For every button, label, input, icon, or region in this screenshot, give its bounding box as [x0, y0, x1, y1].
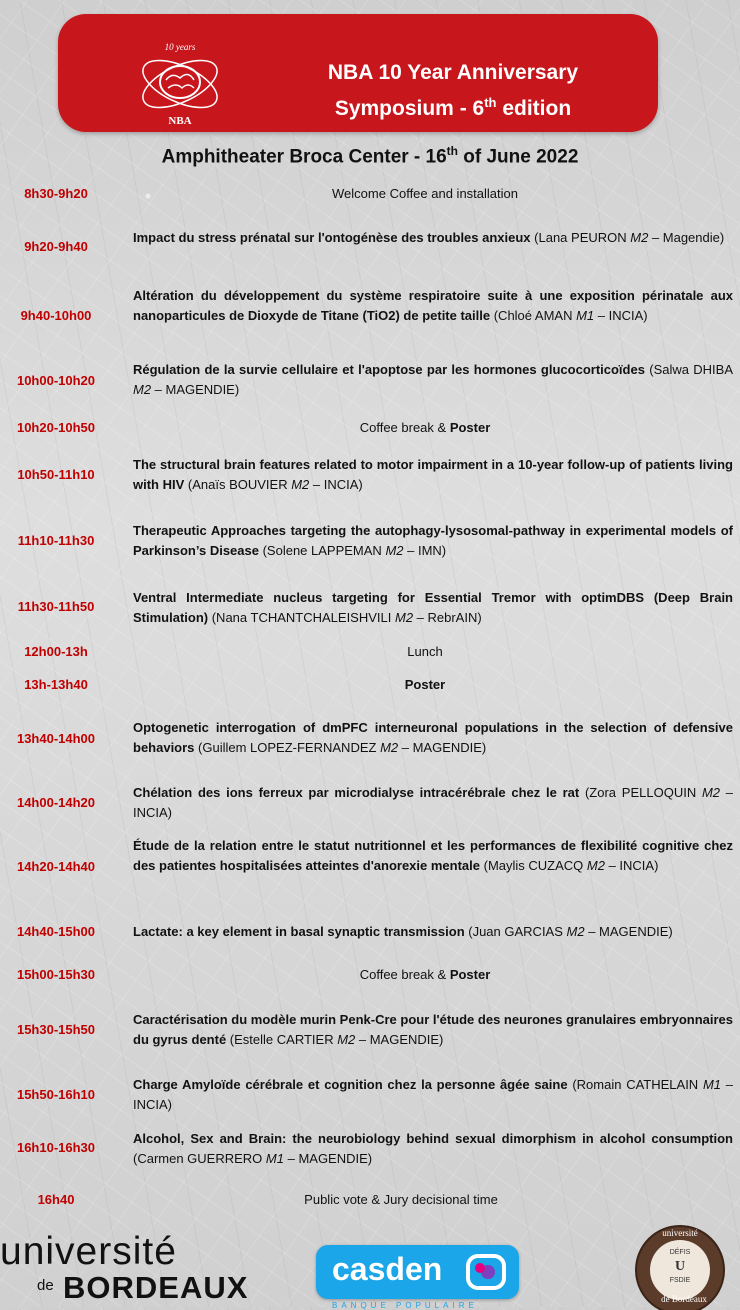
casden-wordmark: casden	[332, 1251, 443, 1287]
nba-anniversary-logo	[136, 36, 224, 132]
ub-line1: université	[0, 1230, 177, 1273]
time-slot: 12h00-13h	[24, 644, 88, 659]
break-label: Coffee break & Poster	[359, 420, 491, 435]
break-label: Public vote & Jury decisional time	[304, 1192, 498, 1207]
time-slot: 14h20-14h40	[16, 859, 96, 874]
time-slot: 13h40-14h00	[16, 731, 96, 746]
casden-symbol-icon	[466, 1254, 506, 1290]
time-slot: 11h30-11h50	[17, 599, 95, 614]
time-slot: 15h00-15h30	[16, 967, 96, 982]
logo-text-top: 10 years	[164, 42, 196, 52]
talk-entry: Lactate: a key element in basal synaptic transmission (Juan GARCIAS M2 – MAGENDIE)	[133, 924, 673, 939]
talk-entry: Therapeutic Approaches targeting the autophagy-lysosomal-pathway in experimental models of Parkinson’s Disease (Solene LAPPEMAN M2 – IMN)	[133, 523, 733, 558]
fsdie-seal-logo	[632, 1222, 716, 1307]
break-label: Welcome Coffee and installation	[332, 186, 518, 201]
talk-entry: Alcohol, Sex and Brain: the neurobiology behind sexual dimorphism in alcohol consumption (Carmen GUERRERO M1 – MAGENDIE)	[133, 1131, 733, 1166]
talk-entry: Charge Amyloïde cérébrale et cognition chez la personne âgée saine (Romain CATHELAIN M1 – INCIA)	[133, 1077, 733, 1112]
universite-bordeaux-logo	[0, 1230, 249, 1307]
svg-text:université: université	[662, 1228, 698, 1238]
talk-entry: Étude de la relation entre le statut nutritionnel et les performances de flexibilité cognitive chez des patientes hospitalisées atteintes d'anorexie mentale (Maylis CUZACQ M2 – INCIA)	[133, 838, 733, 873]
time-slot: 8h30-9h20	[24, 186, 88, 201]
break-label: Lunch	[407, 644, 443, 659]
time-slot: 9h20-9h40	[24, 239, 88, 254]
casden-subtitle: BANQUE POPULAIRE	[332, 1301, 478, 1310]
symposium-title	[288, 58, 618, 124]
title-line-2: Symposium - 6th edition	[334, 95, 572, 120]
time-slot: 14h40-15h00	[16, 924, 96, 939]
svg-text:FSDIE: FSDIE	[669, 1277, 691, 1284]
time-slot: 10h00-10h20	[16, 373, 96, 388]
svg-text:DÉFIS: DÉFIS	[669, 1249, 691, 1256]
time-slot: 15h50-16h10	[16, 1087, 96, 1102]
talk-entry: Régulation de la survie cellulaire et l'apoptose par les hormones glucocorticoïdes (Salwa DHIBA M2 – MAGENDIE)	[133, 362, 733, 397]
time-slot: 13h-13h40	[24, 677, 88, 692]
time-slot: 16h40	[37, 1192, 75, 1207]
venue-date: Amphitheater Broca Center - 16th of June 2022	[161, 144, 579, 168]
time-slot: 10h50-11h10	[17, 467, 95, 482]
time-slot: 14h00-14h20	[16, 795, 96, 810]
logo-text-bottom: NBA	[168, 115, 192, 127]
talk-entry: The structural brain features related to motor impairment in a 10-year follow-up of patients living with HIV (Anaïs BOUVIER M2 – INCIA)	[133, 457, 733, 492]
talk-entry: Chélation des ions ferreux par microdialyse intracérébrale chez le rat (Zora PELLOQUIN M2 – INCIA)	[133, 785, 733, 820]
time-slot: 15h30-15h50	[16, 1022, 96, 1037]
talk-entry: Optogenetic interrogation of dmPFC interneuronal populations in the selection of defensive behaviors (Guillem LOPEZ-FERNANDEZ M2 – MAGENDIE)	[133, 720, 733, 755]
ub-de: de	[37, 1277, 54, 1294]
time-slot: 10h20-10h50	[16, 420, 96, 435]
time-slot: 16h10-16h30	[16, 1140, 96, 1155]
svg-text:U: U	[674, 1259, 686, 1274]
header-banner	[58, 14, 658, 132]
title-line-1: NBA 10 Year Anniversary	[327, 61, 579, 84]
break-label: Coffee break & Poster	[359, 967, 491, 982]
talk-entry: Altération du développement du système respiratoire suite à une exposition périnatale aux nanoparticules de Dioxyde de Titane (TiO2) de petite taille (Chloé AMAN M1 – INCIA)	[133, 288, 733, 323]
break-label: Poster	[404, 677, 446, 692]
talk-entry: Ventral Intermediate nucleus targeting for Essential Tremor with optimDBS (Deep Brain Stimulation) (Nana TCHANTCHALEISHVILI M2 – RebrAIN)	[133, 590, 733, 625]
talk-entry: Caractérisation du modèle murin Penk-Cre pour l'étude des neurones granulaires embryonnaires du gyrus denté (Estelle CARTIER M2 – MAGENDIE)	[133, 1012, 733, 1047]
ub-bordeaux: BORDEAUX	[63, 1270, 249, 1305]
svg-text:de Bordeaux: de Bordeaux	[661, 1294, 707, 1304]
time-slot: 9h40-10h00	[20, 308, 92, 323]
time-slot: 11h10-11h30	[17, 533, 95, 548]
casden-logo	[316, 1245, 519, 1310]
talk-entry: Impact du stress prénatal sur l'ontogénèse des troubles anxieux (Lana PEURON M2 – Magendie)	[133, 230, 725, 245]
